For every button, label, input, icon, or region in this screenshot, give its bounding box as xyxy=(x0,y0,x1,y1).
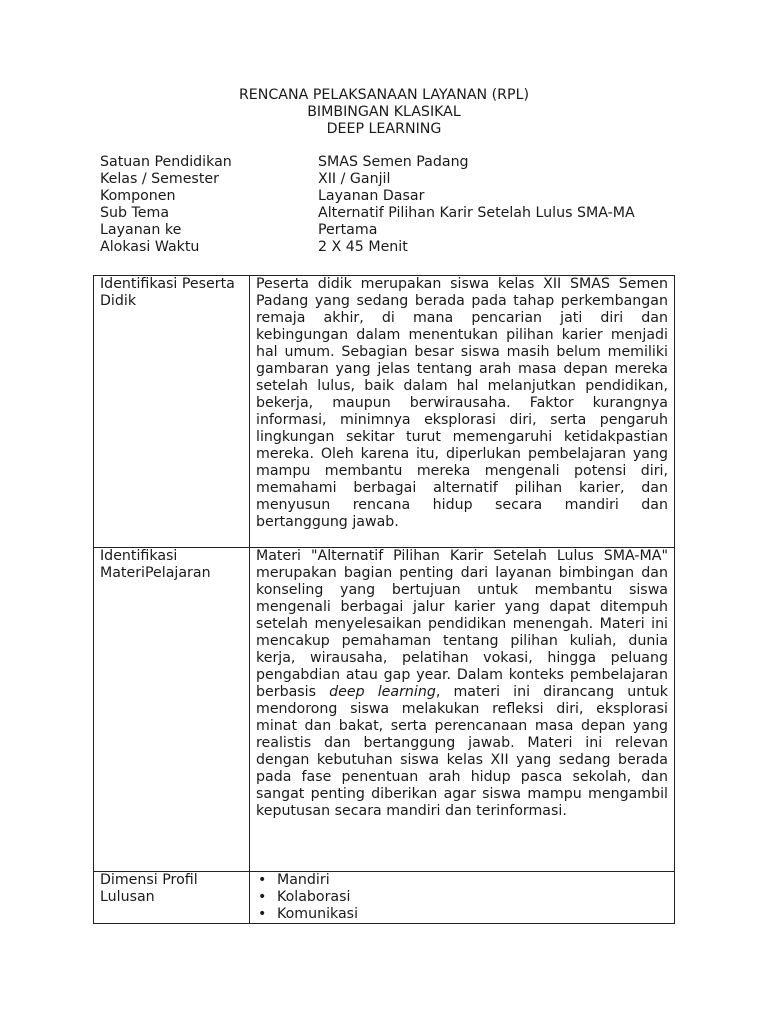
list-item: • Kolaborasi xyxy=(258,889,351,905)
row-label: Identifikasi Peserta Didik xyxy=(94,276,250,548)
emphasis-text: deep learning xyxy=(329,684,436,700)
info-value: SMAS Semen Padang xyxy=(318,154,469,170)
identity-info xyxy=(100,154,700,256)
info-value: Pertama xyxy=(318,222,378,238)
info-key: Satuan Pendidikan xyxy=(100,154,232,170)
title-line-3: DEEP LEARNING xyxy=(326,121,442,137)
info-row xyxy=(100,205,700,222)
info-value: XII / Ganjil xyxy=(318,171,391,187)
info-row xyxy=(100,188,700,205)
info-value: 2 X 45 Menit xyxy=(318,239,408,255)
info-key: Kelas / Semester xyxy=(100,171,219,187)
info-row xyxy=(100,239,700,256)
table-row xyxy=(94,276,675,548)
info-row xyxy=(100,154,700,171)
info-row xyxy=(100,171,700,188)
bullet-icon: • xyxy=(258,872,267,888)
info-row xyxy=(100,222,700,239)
title-line-2: BIMBINGAN KLASIKAL xyxy=(307,104,461,120)
content-text: Materi "Alternatif Pilihan Karir Setelah Lulus SMA-MA" merupakan bagian penting dari layanan bimbingan dan konseling yang bertujuan untuk membantu siswa mengenali berbagai jalur karier yang dapat ditempuh setelah menyelesaikan pendidikan menengah. Materi ini mencakup pemahaman tentang pilihan kuliah, dunia kerja, wirausaha, pelatihan vokasi, hingga peluang pengabdian atau gap year. Dalam konteks pembelajaran berbasis xyxy=(256,548,668,700)
row-content xyxy=(250,548,675,872)
row-label: Dimensi Profil Lulusan xyxy=(94,872,250,924)
document-title xyxy=(0,87,768,138)
row-content xyxy=(250,872,675,924)
info-value: Layanan Dasar xyxy=(318,188,425,204)
info-key: Sub Tema xyxy=(100,205,170,221)
bullet-icon: • xyxy=(258,906,267,922)
table-row xyxy=(94,548,675,872)
list-item: • Komunikasi xyxy=(258,906,359,922)
row-content: Peserta didik merupakan siswa kelas XII SMAS Semen Padang yang sedang berada pada tahap perkembangan remaja akhir, di mana pencarian jati diri dan kebingungan dalam menentukan pilihan karier menjadi hal umum. Sebagian besar siswa masih belum memiliki gambaran yang jelas tentang arah masa depan mereka setelah lulus, baik dalam hal melanjutkan pendidikan, bekerja, maupun berwirausaha. Faktor kurangnya informasi, minimnya eksplorasi diri, serta pengaruh lingkungan sekitar turut memengaruhi ketidakpastian mereka. Oleh karena itu, diperlukan pembelajaran yang mampu membantu mereka mengenali potensi diri, memahami berbagai alternatif pilihan karier, dan menyusun rencana hidup secara mandiri dan bertanggung jawab. xyxy=(250,276,675,548)
title-line-1: RENCANA PELAKSANAAN LAYANAN (RPL) xyxy=(238,87,530,103)
bullet-icon: • xyxy=(258,889,267,905)
info-key: Layanan ke xyxy=(100,222,182,238)
row-label: Identifikasi MateriPelajaran xyxy=(94,548,250,872)
identification-table xyxy=(93,275,675,924)
info-key: Alokasi Waktu xyxy=(100,239,200,255)
info-value: Alternatif Pilihan Karir Setelah Lulus SMA-MA xyxy=(318,205,635,221)
profile-list xyxy=(256,872,668,923)
list-item: • Mandiri xyxy=(258,872,330,888)
table-row xyxy=(94,872,675,924)
content-text: , materi ini dirancang untuk mendorong siswa melakukan refleksi diri, eksplorasi minat dan bakat, serta perencanaan masa depan yang realistis dan bertanggung jawab. Materi ini relevan dengan kebutuhan siswa kelas XII yang sedang berada pada fase penentuan arah hidup pasca sekolah, dan sangat penting diberikan agar siswa mampu mengambil keputusan secara mandiri dan terinformasi. xyxy=(256,684,668,819)
info-key: Komponen xyxy=(100,188,176,204)
